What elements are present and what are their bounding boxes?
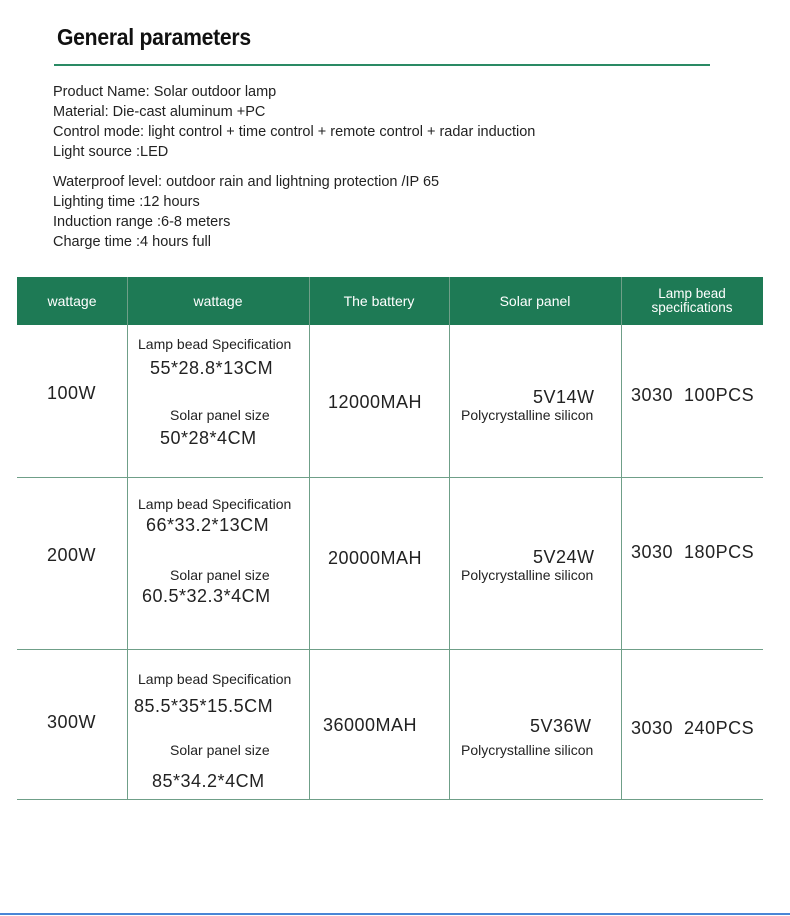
lamp-spec-label: Lamp bead Specification [138, 336, 292, 352]
table-header [17, 277, 763, 325]
lamp-spec-label: Lamp bead Specification [138, 496, 292, 512]
row-wattage: 200W [47, 545, 97, 565]
lamp-bead-count: 3030 240PCS [631, 718, 755, 738]
param-material: Material: Die-cast aluminum +PC [53, 104, 266, 120]
column-divider [449, 277, 450, 800]
row-divider [17, 649, 763, 650]
solar-power: 5V14W [533, 387, 595, 407]
lamp-spec-size: 66*33.2*13CM [146, 515, 270, 535]
header-lamp-bead [621, 277, 763, 325]
panel-size: 50*28*4CM [160, 428, 257, 448]
lamp-spec-size: 55*28.8*13CM [150, 358, 274, 378]
battery-capacity: 36000MAH [323, 715, 418, 735]
panel-size-label: Solar panel size [170, 567, 270, 583]
row-wattage: 300W [47, 712, 97, 732]
page-title: General parameters [57, 24, 251, 50]
solar-type: Polycrystalline silicon [461, 567, 594, 583]
header-battery: The battery [343, 293, 415, 309]
panel-size: 60.5*32.3*4CM [142, 586, 271, 606]
lamp-bead-count: 3030 180PCS [631, 542, 755, 562]
battery-capacity: 20000MAH [328, 548, 423, 568]
column-divider [127, 277, 128, 800]
row-divider [17, 477, 763, 478]
param-lighting-time: Lighting time :12 hours [53, 194, 200, 210]
param-control-mode: Control mode: light control + time control + remote control + radar induction [53, 124, 536, 140]
param-light-source: Light source :LED [53, 144, 169, 160]
header-lamp-bead-line1: Lamp bead [658, 286, 726, 301]
row-wattage: 100W [47, 383, 97, 403]
panel-size: 85*34.2*4CM [152, 771, 265, 791]
header-lamp-bead-line2: specifications [651, 300, 733, 315]
param-charge-time: Charge time :4 hours full [53, 234, 211, 250]
row-divider [17, 799, 763, 800]
lamp-spec-label: Lamp bead Specification [138, 671, 292, 687]
header-wattage: wattage [47, 293, 97, 309]
solar-power: 5V36W [530, 716, 592, 736]
column-divider [309, 277, 310, 800]
battery-capacity: 12000MAH [328, 392, 423, 412]
general-parameters-list [53, 82, 535, 252]
panel-size-label: Solar panel size [170, 407, 270, 423]
param-product-name: Product Name: Solar outdoor lamp [53, 84, 277, 100]
bottom-divider [0, 913, 790, 915]
lamp-bead-count: 3030 100PCS [631, 385, 755, 405]
solar-type: Polycrystalline silicon [461, 407, 594, 423]
param-induction-range: Induction range :6-8 meters [53, 214, 231, 230]
header-solar-panel: Solar panel [499, 293, 571, 309]
column-divider [621, 277, 622, 800]
solar-power: 5V24W [533, 547, 595, 567]
solar-type: Polycrystalline silicon [461, 742, 594, 758]
param-waterproof: Waterproof level: outdoor rain and lightning protection /IP 65 [53, 174, 440, 190]
panel-size-label: Solar panel size [170, 742, 270, 758]
lamp-spec-size: 85.5*35*15.5CM [134, 696, 274, 716]
title-divider [54, 64, 710, 66]
header-wattage-2: wattage [193, 293, 243, 309]
